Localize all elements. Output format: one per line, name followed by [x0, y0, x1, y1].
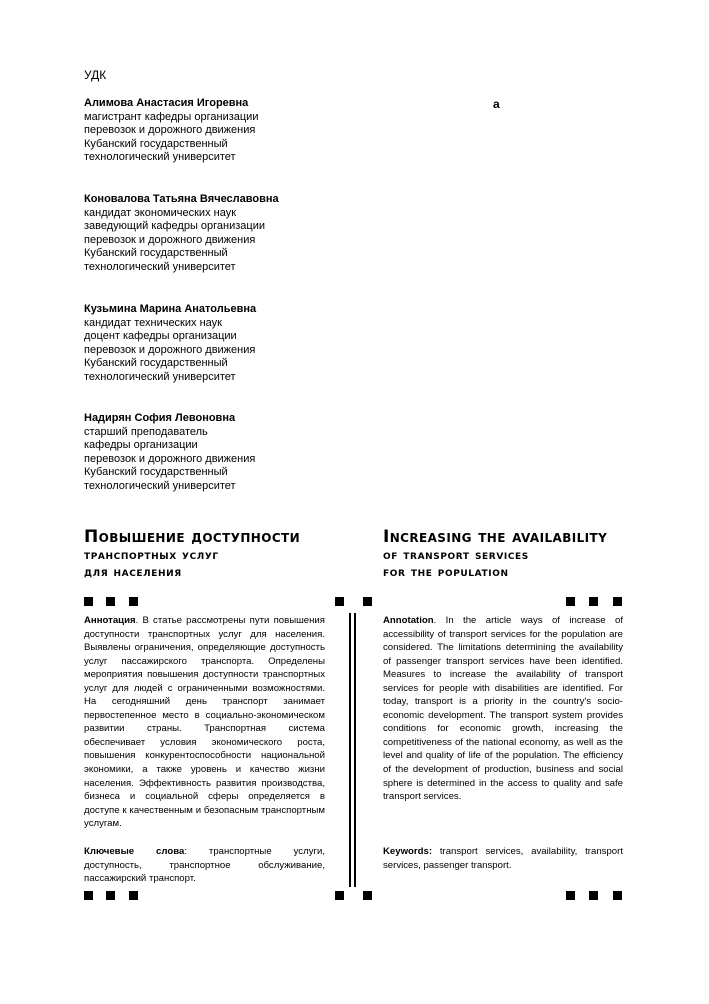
decor-square [589, 597, 598, 606]
author-affiliation-line: перевозок и дорожного движения [84, 124, 256, 137]
keywords-en-label: Keywords: [383, 846, 433, 857]
abstract-en-label: Annotation [383, 615, 434, 626]
author-affiliation-line: кандидат технических наук [84, 316, 222, 329]
decor-square [335, 891, 344, 900]
title-ru [84, 528, 300, 581]
author-affiliation-line: заведующий кафедры организации [84, 220, 266, 233]
keywords-en-text: transport services, availability, transport services, passenger transport. [383, 846, 623, 871]
author-name: Надирян София Левоновна [84, 412, 236, 424]
author-affiliation-line: Кубанский государственный [84, 137, 228, 150]
title-en-line: of transport services [383, 547, 529, 563]
author-block [84, 412, 344, 494]
udk-label: УДК [84, 68, 107, 82]
decor-square [613, 891, 622, 900]
author-block [84, 193, 344, 275]
abstract-ru-text: . В статье рассмотрены пути повышения доступности транспортных услуг для населения. Выявлены ограничения, определяющие доступность услуг пассажирского транспорта. Определены мероприятия повышения доступности транспортных услуг для людей с ограниченными возможностями. На сегодняшний день транспорт занимает первостепенное место в социально-экономическом развитии страны. Транспортная система обеспечивает условия экономического роста, повышения конкурентоспособности национальной экономики, а также уровень и качество жизни населения. Эффективность развития производства, бизнеса и социальной сферы определяется в доступе к качественным и безопасным транспортным услугам. [84, 615, 325, 830]
author-affiliation-line: магистрант кафедры организации [84, 110, 259, 123]
abstract-en [383, 614, 623, 804]
author-block [84, 303, 344, 385]
abstract-en-text: . In the article ways of increase of accessibility of transport services for the population are considered. The limitations determining the availability of passenger transport services have been identified. Measures to increase the availability of transport services for people with disabilities are identified. For today, transport is a priority in the country's socio-economic development. The transport system provides conditions for economic growth, increasing the competitiveness of the national economy, as well as the level and quality of life of the population. The efficiency of the development of production, business and social sphere is determined in the access to quality and safe transport services. [383, 615, 623, 803]
keywords-en [383, 845, 623, 872]
decor-square [363, 597, 372, 606]
author-affiliation-line: Кубанский государственный [84, 357, 228, 370]
decor-square [566, 597, 575, 606]
author-block [84, 97, 344, 165]
author-name: Коновалова Татьяна Вячеславовна [84, 193, 279, 205]
title-ru-line: для населения [84, 564, 182, 580]
decor-square [335, 597, 344, 606]
author-affiliation-line: перевозок и дорожного движения [84, 233, 256, 246]
title-ru-line: транспортных услуг [84, 547, 219, 563]
author-affiliation-line: старший преподаватель [84, 425, 208, 438]
abstract-ru [84, 614, 325, 831]
keywords-ru [84, 845, 325, 886]
decor-square [589, 891, 598, 900]
decor-square [566, 891, 575, 900]
author-affiliation-line: Кубанский государственный [84, 247, 228, 260]
keywords-ru-label: Ключевые слова [84, 846, 185, 857]
decor-square [84, 891, 93, 900]
author-affiliation-line: кандидат экономических наук [84, 206, 237, 219]
author-name: Кузьмина Марина Анатольевна [84, 303, 257, 315]
decor-square [363, 891, 372, 900]
decor-square [613, 597, 622, 606]
decor-square [84, 597, 93, 606]
author-name: Алимова Анастасия Игоревна [84, 97, 249, 109]
author-affiliation-line: технологический университет [84, 260, 236, 273]
author-affiliation-line: перевозок и дорожного движения [84, 452, 256, 465]
author-affiliation-line: доцент кафедры организации [84, 330, 237, 343]
author-affiliation-line: технологический университет [84, 151, 236, 164]
column-divider-line [354, 613, 356, 887]
decor-square [129, 891, 138, 900]
title-ru-line: Повышение доступности [84, 527, 301, 547]
column-divider-line [349, 613, 351, 887]
abstract-ru-label: Аннотация [84, 615, 136, 626]
author-affiliation-line: кафедры организации [84, 439, 198, 452]
author-affiliation-line: технологический университет [84, 479, 236, 492]
title-en-line: Increasing the availability [383, 527, 608, 547]
keywords-ru-text: : транспортные услуги, доступность, транспортное обслуживание, пассажирский транспорт. [84, 846, 326, 885]
decor-square [106, 891, 115, 900]
author-affiliation-line: перевозок и дорожного движения [84, 343, 256, 356]
author-affiliation-line: технологический университет [84, 370, 236, 383]
title-en [383, 528, 607, 581]
title-en-line: for the population [383, 564, 509, 580]
decor-square [106, 597, 115, 606]
decor-square [129, 597, 138, 606]
author-affiliation-line: Кубанский государственный [84, 466, 228, 479]
reference-mark: а [493, 97, 500, 111]
